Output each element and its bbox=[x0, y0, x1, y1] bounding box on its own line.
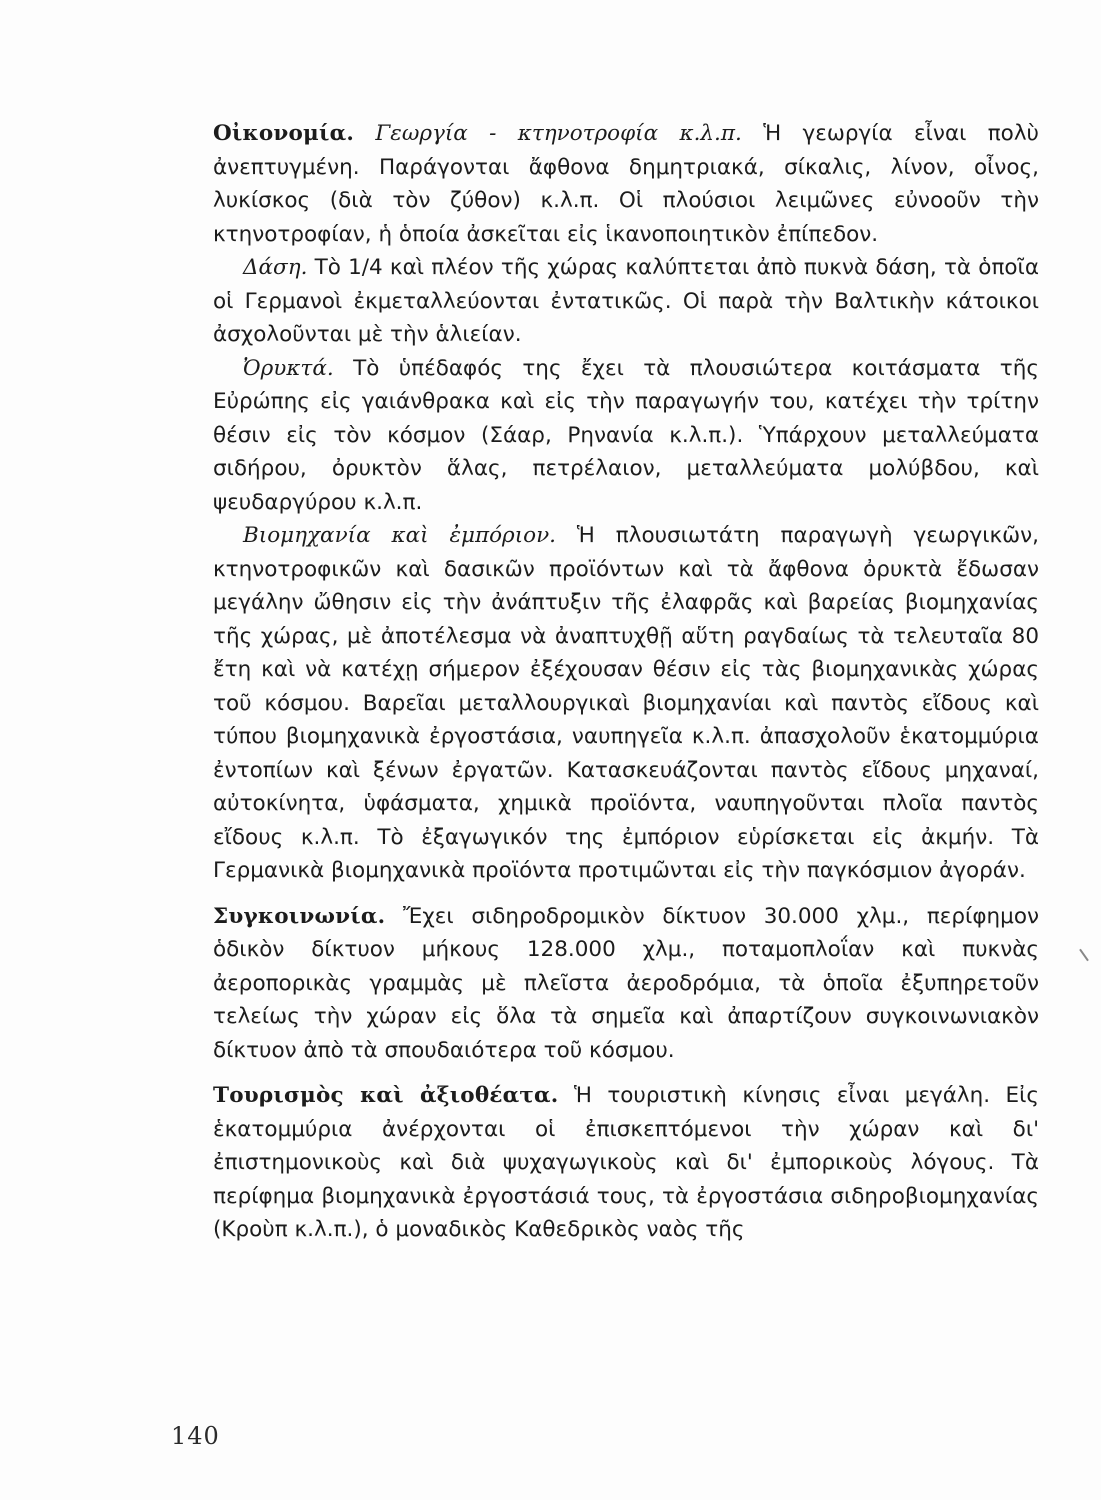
paragraph-text-industry: Ἡ πλουσιωτάτη παραγωγὴ γεωργικῶν, κτηνοτροφικῶν καὶ δασικῶν προϊόντων καὶ τὰ ἄφθονα ὀρυκτὰ ἔδωσαν μεγάλην ὤθησιν εἰς τὴν ἀνάπτυξιν τῆς ἐλαφρᾶς καὶ βαρείας βιομηχανίας τῆς χώρας, μὲ ἀποτέλεσμα νὰ ἀναπτυχθῇ αὕτη ραγδαίως τὰ τελευταῖα 80 ἔτη καὶ νὰ κατέχῃ σήμερον ἐξέχουσαν θέσιν εἰς τὰς βιομηχανικὰς χώρας τοῦ κόσμου. Βαρεῖαι μεταλλουργικαὶ βιομηχανίαι καὶ παντὸς εἴδους καὶ τύπου βιομηχανικὰ ἐργοστάσια, ναυπηγεῖα κ.λ.π. ἀπασχολοῦν ἑκατομμύρια ἐντοπίων καὶ ξένων ἐργατῶν. Κατασκευάζονται παντὸς εἴδους μηχαναί, αὐτοκίνητα, ὑφάσματα, χημικὰ προϊόντα, ναυπηγοῦνται πλοῖα παντὸς εἴδους κ.λ.π. Τὸ ἐξαγωγικόν της ἐμπόριον εὑρίσκεται εἰς ἀκμήν. Τὰ Γερμανικὰ βιομηχανικὰ προϊόντα προτιμῶνται εἰς τὴν παγκόσμιον ἀγοράν. bbox=[213, 523, 1039, 883]
section-subheading-agriculture: Γεωργία - κτηνοτροφία κ.λ.π. bbox=[375, 121, 742, 146]
paragraph-forests bbox=[213, 251, 1039, 352]
paragraph-communications bbox=[213, 900, 1039, 1068]
scan-edge-mark bbox=[1079, 949, 1089, 962]
paragraph-tourism bbox=[213, 1079, 1039, 1247]
section-heading-forests: Δάση. bbox=[243, 255, 308, 280]
paragraph-text-economy: Ἡ γεωργία εἶναι πολὺ ἀνεπτυγμένη. Παράγονται ἄφθονα δημητριακά, σίκαλις, λίνον, οἶνος, λυκίσκος (διὰ τὸν ζύθον) κ.λ.π. Οἱ πλούσιοι λειμῶνες εὐνοοῦν τὴν κτηνοτροφίαν, ἡ ὁποία ἀσκεῖται εἰς ἱκανοποιητικὸν ἐπίπεδον. bbox=[213, 121, 1039, 247]
section-heading-economy: Οἰκονομία. bbox=[213, 121, 355, 146]
paragraph-economy bbox=[213, 117, 1039, 251]
section-heading-minerals: Ὀρυκτά. bbox=[243, 355, 334, 381]
paragraph-text-forests: Τὸ 1/4 καὶ πλέον τῆς χώρας καλύπτεται ἀπὸ πυκνὰ δάση, τὰ ὁποῖα οἱ Γερμανοὶ ἐκμεταλλεύονται ἐντατικῶς. Οἱ παρὰ τὴν Βαλτικὴν κάτοικοι ἀσχολοῦνται μὲ τὴν ἁλιείαν. bbox=[213, 255, 1039, 347]
section-heading-industry: Βιομηχανία καὶ ἐμπόριον. bbox=[243, 523, 556, 548]
section-heading-tourism: Τουρισμὸς καὶ ἀξιοθέατα. bbox=[213, 1083, 559, 1108]
page-number: 140 bbox=[171, 1422, 220, 1450]
section-heading-communications: Συγκοινωνία. bbox=[213, 903, 386, 929]
paragraph-industry bbox=[213, 519, 1039, 888]
paragraph-minerals bbox=[213, 352, 1039, 520]
paragraph-text-tourism: Ἡ τουριστικὴ κίνησις εἶναι μεγάλη. Εἰς ἑκατομμύρια ἀνέρχονται οἱ ἐπισκεπτόμενοι τὴν χώραν καὶ δι' ἐπιστημονικοὺς καὶ διὰ ψυχαγωγικοὺς καὶ δι' ἐμπορικοὺς λόγους. Τὰ περίφημα βιομηχανικὰ ἐργοστάσιά τους, τὰ ἐργοστάσια σιδηροβιομηχανίας (Κροὺπ κ.λ.π.), ὁ μοναδικὸς Καθεδρικὸς ναὸς τῆς bbox=[213, 1083, 1039, 1242]
page-body-text bbox=[213, 117, 1039, 1247]
paragraph-text-communications: Ἔχει σιδηροδρομικὸν δίκτυον 30.000 χλμ., περίφημον ὁδικὸν δίκτυον μήκους 128.000 χλμ., ποταμοπλοΐαν καὶ πυκνὰς ἀεροπορικὰς γραμμὰς μὲ πλεῖστα ἀεροδρόμια, τὰ ὁποῖα ἐξυπηρετοῦν τελείως τὴν χώραν εἰς ὅλα τὰ σημεῖα καὶ ἀπαρτίζουν συγκοινωνιακὸν δίκτυον ἀπὸ τὰ σπουδαιότερα τοῦ κόσμου. bbox=[213, 903, 1039, 1063]
paragraph-text-minerals: Τὸ ὑπέδαφός της ἔχει τὰ πλουσιώτερα κοιτάσματα τῆς Εὐρώπης εἰς γαιάνθρακα καὶ εἰς τὴν παραγωγήν του, κατέχει τὴν τρίτην θέσιν εἰς τὸν κόσμον (Σάαρ, Ρηνανία κ.λ.π.). Ὑπάρχουν μεταλλεύματα σιδήρου, ὀρυκτὸν ἅλας, πετρέλαιον, μεταλλεύματα μολύβδου, καὶ ψευδαργύρου κ.λ.π. bbox=[213, 355, 1039, 515]
